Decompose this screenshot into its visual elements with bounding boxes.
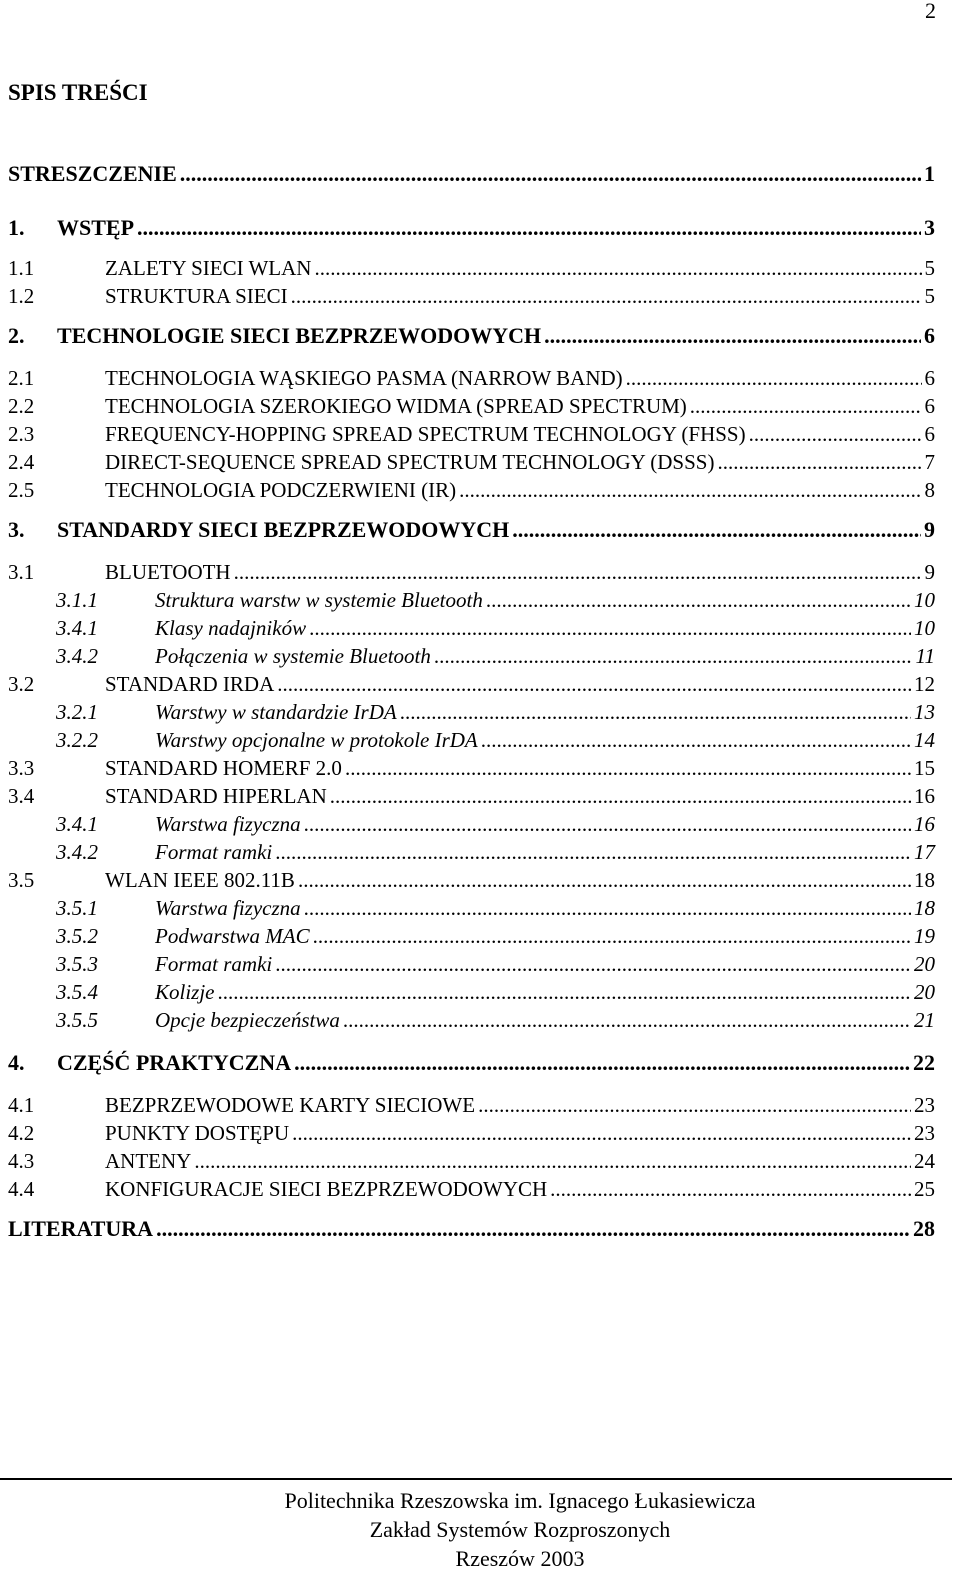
toc-dot-leader [690,392,922,420]
toc-entry-page: 1 [924,161,935,186]
toc-dot-leader [749,420,922,448]
toc-entry[interactable] [8,1006,935,1034]
toc-dot-leader [218,978,911,1006]
toc-entry-number: 3.2.1 [56,700,98,724]
toc-entry-title: Podwarstwa MAC [155,924,310,948]
toc-entry[interactable] [8,1119,935,1147]
toc-entry-number: 3.5.3 [56,952,98,976]
toc-entry-title: Kolizje [155,980,215,1004]
toc-entry-title: STRESZCZENIE [8,161,177,186]
toc-entry[interactable] [8,254,935,282]
toc-entry-number: 3.5.5 [56,1008,98,1032]
toc-entry-number: 1. [8,215,25,240]
toc-dot-leader [304,894,911,922]
toc-entry-title: Warstwa fizyczna [155,812,301,836]
toc-dot-leader [156,1215,910,1243]
toc-entry[interactable] [8,516,935,544]
toc-entry-page: 23 [914,1121,935,1145]
toc-entry-title: Klasy nadajników [155,616,307,640]
toc-dot-leader [400,698,911,726]
toc-entry[interactable] [8,670,935,698]
toc-entry[interactable] [8,614,935,642]
toc-entry[interactable] [8,558,935,586]
toc-entry[interactable] [8,782,935,810]
toc-entry-number: 2. [8,323,25,348]
toc-entry-title: WSTĘP [57,215,135,240]
toc-entry-number: 3.2 [8,672,35,696]
toc-entry-title: BEZPRZEWODOWE KARTY SIECIOWE [105,1093,476,1117]
toc-entry[interactable] [8,214,935,242]
toc-entry-title: TECHNOLOGIA WĄSKIEGO PASMA (NARROW BAND) [105,366,623,390]
toc-entry-number: 2.4 [8,450,35,474]
footer-divider [0,1478,952,1480]
toc-entry-page: 16 [914,784,935,808]
toc-entry-title: Warstwy opcjonalne w protokole IrDA [155,728,478,752]
toc-entry-page: 9 [924,517,935,542]
toc-entry-page: 23 [914,1093,935,1117]
toc-entry-page: 21 [914,1008,935,1032]
toc-entry-number: 2.3 [8,422,35,446]
toc-entry-page: 8 [924,478,935,502]
toc-entry-page: 6 [924,422,935,446]
toc-entry-title: Połączenia w systemie Bluetooth [155,644,431,668]
toc-entry-number: 1.2 [8,284,35,308]
toc-entry[interactable] [8,586,935,614]
toc-dot-leader [314,254,921,282]
toc-dot-leader [626,364,922,392]
toc-entry-title: STANDARD HOMERF 2.0 [105,756,342,780]
toc-dot-leader [717,448,921,476]
toc-entry-page: 24 [914,1149,935,1173]
toc-dot-leader [309,614,911,642]
toc-entry-page: 3 [924,215,935,240]
toc-dot-leader [275,950,911,978]
toc-entry-page: 22 [913,1050,935,1075]
toc-entry-page: 6 [924,323,935,348]
toc-dot-leader [137,214,921,242]
toc-entry-number: 3.4.2 [56,644,98,668]
toc-entry-number: 4.4 [8,1177,35,1201]
toc-entry-number: 3.1 [8,560,35,584]
toc-entry-number: 3.4.1 [56,812,98,836]
toc-entry-title: ANTENY [105,1149,192,1173]
toc-dot-leader [434,642,913,670]
toc-entry[interactable] [8,642,935,670]
toc-entry-page: 20 [914,952,935,976]
toc-entry[interactable] [8,1147,935,1175]
toc-dot-leader [478,1091,911,1119]
toc-entry-number: 3.2.2 [56,728,98,752]
toc-entry-title: KONFIGURACJE SIECI BEZPRZEWODOWYCH [105,1177,548,1201]
toc-entry[interactable] [8,810,935,838]
toc-entry-title: ZALETY SIECI WLAN [105,256,312,280]
toc-dot-leader [343,1006,911,1034]
toc-entry[interactable] [8,726,935,754]
toc-entry[interactable] [8,322,935,350]
toc-entry-number: 4. [8,1050,25,1075]
toc-entry-title: STANDARD HIPERLAN [105,784,327,808]
toc-entry-page: 7 [924,450,935,474]
toc-dot-leader [512,516,921,544]
toc-entry-page: 5 [924,284,935,308]
toc-entry-title: Warstwa fizyczna [155,896,301,920]
toc-dot-leader [277,670,911,698]
toc-dot-leader [544,322,921,350]
toc-entry-title: STANDARDY SIECI BEZPRZEWODOWYCH [57,517,510,542]
toc-entry[interactable] [8,476,935,504]
toc-entry-number: 3.1.1 [56,588,98,612]
toc-entry-title: TECHNOLOGIE SIECI BEZPRZEWODOWYCH [57,323,542,348]
toc-entry-number: 3.5 [8,868,35,892]
toc-entry[interactable] [8,698,935,726]
toc-entry-title: Opcje bezpieczeństwa [155,1008,340,1032]
toc-entry-page: 9 [924,560,935,584]
toc-entry[interactable] [8,866,935,894]
toc-entry[interactable] [8,1091,935,1119]
toc-entry-title: BLUETOOTH [105,560,231,584]
toc-dot-leader [291,282,922,310]
toc-entry-number: 3.5.4 [56,980,98,1004]
toc-entry[interactable] [8,1175,935,1203]
toc-dot-leader [275,838,911,866]
toc-entry-title: Struktura warstw w systemie Bluetooth [155,588,483,612]
toc-entry[interactable] [8,364,935,392]
toc-entry-title: STRUKTURA SIECI [105,284,288,308]
toc-entry-number: 2.2 [8,394,35,418]
toc-entry-number: 3.5.1 [56,896,98,920]
toc-entry-page: 16 [914,812,935,836]
toc-dot-leader [481,726,911,754]
toc-dot-leader [345,754,911,782]
toc-entry-number: 1.1 [8,256,35,280]
toc-entry-page: 15 [914,756,935,780]
toc-entry-number: 3.3 [8,756,35,780]
toc-entry-title: LITERATURA [8,1216,154,1241]
toc-entry-number: 4.3 [8,1149,35,1173]
toc-entry[interactable] [8,922,935,950]
toc-entry-page: 18 [914,868,935,892]
toc-entry-title: STANDARD IRDA [105,672,275,696]
toc-entry-number: 3. [8,517,25,542]
toc-entry-page: 6 [924,366,935,390]
footer [0,1486,960,1573]
toc-entry-title: WLAN IEEE 802.11B [105,868,295,892]
toc-dot-leader [298,866,911,894]
toc-entry[interactable] [8,282,935,310]
toc-entry[interactable] [8,950,935,978]
toc-entry-title: Format ramki [155,952,273,976]
toc-entry-number: 3.4.2 [56,840,98,864]
toc-entry-page: 6 [924,394,935,418]
toc-dot-leader [180,160,921,188]
toc-entry-page: 25 [914,1177,935,1201]
toc-entry-title: PUNKTY DOSTĘPU [105,1121,290,1145]
toc-entry-number: 3.5.2 [56,924,98,948]
footer-place-year: Rzeszów 2003 [455,1546,585,1571]
toc-entry-title: Format ramki [155,840,273,864]
toc-entry[interactable] [8,420,935,448]
toc-entry-page: 10 [914,616,935,640]
toc-entry-number: 4.2 [8,1121,35,1145]
toc-dot-leader [486,586,911,614]
footer-department: Zakład Systemów Rozproszonych [369,1517,671,1542]
page-number: 2 [925,0,936,23]
toc-dot-leader [330,782,911,810]
toc-entry[interactable] [8,1215,935,1243]
toc-entry-number: 3.4.1 [56,616,98,640]
toc-entry-number: 4.1 [8,1093,35,1117]
toc-entry-title: FREQUENCY-HOPPING SPREAD SPECTRUM TECHNOLOGY (FHSS) [105,422,746,446]
toc-dot-leader [313,922,911,950]
footer-institution: Politechnika Rzeszowska im. Ignacego Łukasiewicza [284,1488,756,1513]
toc-entry-page: 17 [914,840,935,864]
toc-entry[interactable] [8,160,935,188]
toc-entry[interactable] [8,1049,935,1077]
toc-heading: SPIS TREŚCI [8,80,148,105]
toc-dot-leader [550,1175,911,1203]
toc-dot-leader [459,476,921,504]
toc-entry-page: 14 [914,728,935,752]
toc-entry-page: 18 [914,896,935,920]
toc-entry[interactable] [8,448,935,476]
toc-entry-page: 20 [914,980,935,1004]
toc-entry[interactable] [8,838,935,866]
toc-entry-number: 2.5 [8,478,35,502]
toc-entry-title: TECHNOLOGIA SZEROKIEGO WIDMA (SPREAD SPECTRUM) [105,394,687,418]
toc-entry-title: CZĘŚĆ PRAKTYCZNA [57,1050,292,1075]
toc-dot-leader [292,1119,911,1147]
toc-entry[interactable] [8,894,935,922]
toc-entry[interactable] [8,978,935,1006]
toc-dot-leader [194,1147,911,1175]
toc-entry-title: DIRECT-SEQUENCE SPREAD SPECTRUM TECHNOLOGY (DSSS) [105,450,715,474]
toc-entry-page: 5 [924,256,935,280]
toc-entry[interactable] [8,392,935,420]
toc-entry-page: 10 [914,588,935,612]
toc-entry-number: 3.4 [8,784,35,808]
toc-entry-page: 11 [915,644,935,668]
toc-entry-page: 13 [914,700,935,724]
toc-entry-page: 19 [914,924,935,948]
toc-entry-page: 28 [913,1216,935,1241]
toc-entry[interactable] [8,754,935,782]
toc-entry-title: Warstwy w standardzie IrDA [155,700,397,724]
toc-entry-title: TECHNOLOGIA PODCZERWIENI (IR) [105,478,457,502]
toc-entry-page: 12 [914,672,935,696]
toc-entry-number: 2.1 [8,366,35,390]
toc-dot-leader [304,810,911,838]
toc-dot-leader [294,1049,910,1077]
toc-dot-leader [234,558,922,586]
